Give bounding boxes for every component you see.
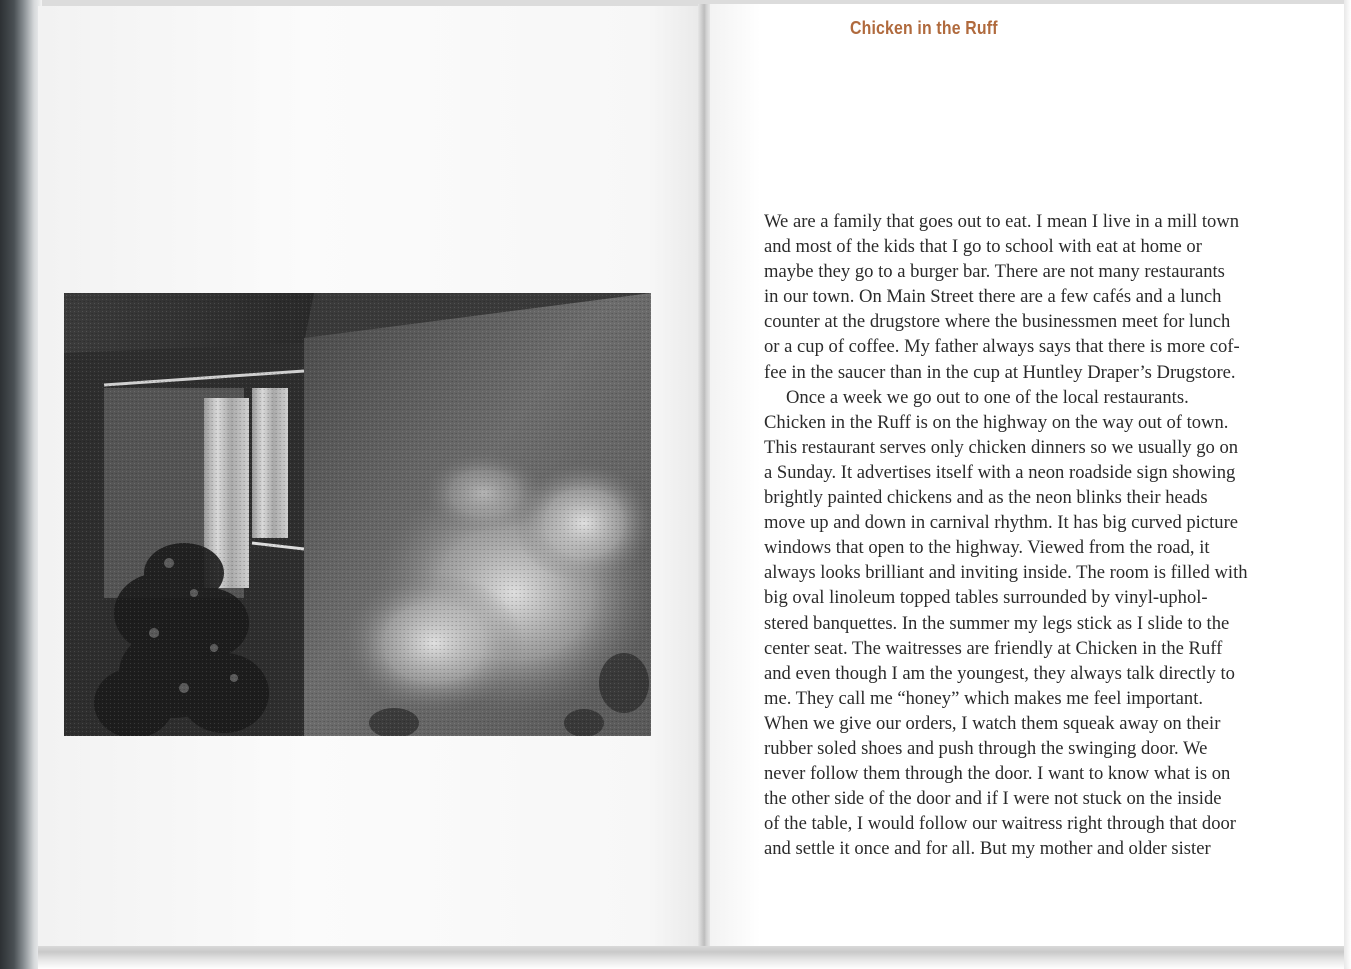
text-line-paragraph-start: Once a week we go out to one of the local restaurants.	[786, 386, 1189, 408]
text-line: and even though I am the youngest, they always talk directly to	[764, 662, 1235, 684]
text-line: fee in the saucer than in the cup at Huntley Draper’s Drugstore.	[764, 361, 1236, 383]
book-cover-edge	[0, 0, 42, 969]
text-line: brightly painted chickens and as the neon blinks their heads	[764, 487, 1208, 509]
photograph-restaurant-window	[64, 293, 651, 736]
running-head-title: Chicken in the Ruff	[850, 18, 998, 38]
text-line: never follow them through the door. I want to know what is on	[764, 763, 1231, 785]
text-line: Chicken in the Ruff is on the highway on the way out of town.	[764, 411, 1229, 433]
text-line: in our town. On Main Street there are a few cafés and a lunch	[764, 286, 1222, 308]
text-line: me. They call me “honey” which makes me feel important.	[764, 687, 1204, 709]
text-line: or a cup of coffee. My father always says that there is more cof-	[764, 336, 1240, 358]
text-line: This restaurant serves only chicken dinners so we usually go on	[764, 436, 1239, 458]
body-text	[764, 209, 1334, 861]
text-line: always looks brilliant and inviting inside. The room is filled with	[764, 562, 1248, 584]
text-line: stered banquettes. In the summer my legs stick as I slide to the	[764, 612, 1230, 634]
text-line: move up and down in carnival rhythm. It has big curved picture	[764, 512, 1239, 534]
page-right-edge	[1344, 0, 1351, 969]
text-line: We are a family that goes out to eat. I mean I live in a mill town	[764, 211, 1240, 232]
text-line: maybe they go to a burger bar. There are not many restaurants	[764, 261, 1225, 283]
text-line: rubber soled shoes and push through the swinging door. We	[764, 737, 1208, 759]
text-line: and most of the kids that I go to school with eat at home or	[764, 236, 1202, 258]
text-line: a Sunday. It advertises itself with a neon roadside sign showing	[764, 461, 1236, 483]
text-line: big oval linoleum topped tables surrounded by vinyl-uphol-	[764, 587, 1208, 609]
text-line: When we give our orders, I watch them squeak away on their	[764, 712, 1221, 734]
text-line: windows that open to the highway. Viewed from the road, it	[764, 537, 1210, 559]
text-line: and settle it once and for all. But my mother and older sister	[764, 838, 1211, 860]
page-bottom-edge	[38, 946, 1351, 969]
text-line: of the table, I would follow our waitress right through that door	[764, 813, 1236, 835]
text-line: the other side of the door and if I were not stuck on the inside	[764, 788, 1222, 810]
text-line: counter at the drugstore where the businessmen meet for lunch	[764, 311, 1231, 333]
text-line: center seat. The waitresses are friendly at Chicken in the Ruff	[764, 637, 1223, 659]
